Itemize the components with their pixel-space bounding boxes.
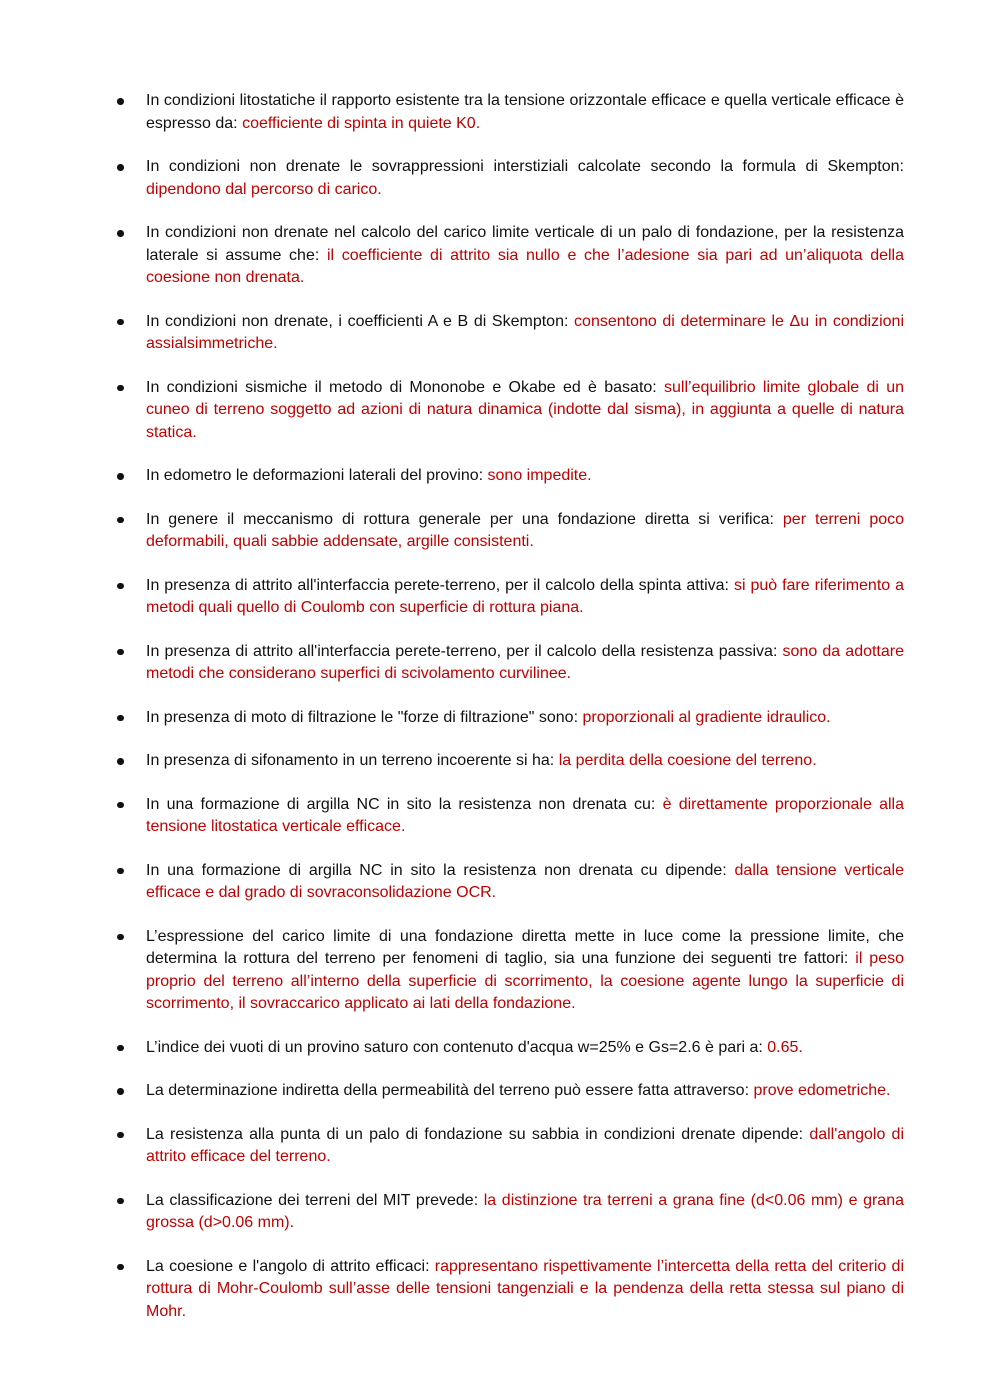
bullet-icon xyxy=(117,385,124,392)
question-text: La classificazione dei terreni del MIT prevede: xyxy=(146,1191,484,1209)
answer-text: coefficiente di spinta in quiete K0. xyxy=(242,114,481,132)
list-item xyxy=(146,1037,904,1060)
bullet-icon xyxy=(117,649,124,656)
list-item xyxy=(146,377,904,445)
bullet-icon xyxy=(117,1264,124,1271)
bullet-icon xyxy=(117,715,124,722)
bullet-icon xyxy=(117,1088,124,1095)
bullet-icon xyxy=(117,473,124,480)
answer-text: sull’equilibrio limite globale di un cuneo di terreno soggetto ad azioni di natura dinamica (indotte dal sisma), in aggiunta a quelle di natura statica. xyxy=(146,378,904,441)
bullet-icon xyxy=(117,98,124,105)
answer-text: il coefficiente di attrito sia nullo e che l’adesione sia pari ad un’aliquota della coesione non drenata. xyxy=(146,246,905,286)
list-item xyxy=(146,156,904,201)
list-item xyxy=(146,926,904,1016)
list-item xyxy=(146,465,904,488)
answer-text: dall'angolo di attrito efficace del terreno. xyxy=(146,1125,904,1165)
bullet-icon xyxy=(117,758,124,765)
answer-text: prove edometriche. xyxy=(753,1082,891,1099)
list-item xyxy=(146,641,904,686)
answer-text: il peso proprio del terreno all’interno della superficie di scorrimento, la coesione agente lungo la superficie di scorrimento, il sovraccarico applicato ai lati della fondazione. xyxy=(146,950,905,1012)
bullet-icon xyxy=(117,164,124,171)
question-text: La determinazione indiretta della permeabilità del terreno può essere fatta attraverso: xyxy=(146,1082,754,1099)
list-item xyxy=(146,707,904,730)
bullet-icon xyxy=(117,230,124,237)
list-item xyxy=(146,1080,904,1103)
answer-text: sono da adottare metodi che considerano superfici di scivolamento curvilinee. xyxy=(146,642,905,682)
answer-text: la distinzione tra terreni a grana fine (d<0.06 mm) e grana grossa (d>0.06 mm). xyxy=(146,1191,904,1231)
bullet-icon xyxy=(117,1132,124,1139)
question-text: In una formazione di argilla NC in sito la resistenza non drenata cu dipende: xyxy=(146,861,735,879)
question-text: In presenza di sifonamento in un terreno incoerente si ha: xyxy=(146,752,559,769)
answer-text: proporzionali al gradiente idraulico. xyxy=(582,708,831,726)
question-text: In edometro le deformazioni laterali del provino: xyxy=(146,467,488,484)
bullet-icon xyxy=(117,868,124,875)
list-item xyxy=(146,794,904,839)
answer-text: si può fare riferimento a metodi quali quello di Coulomb con superficie di rottura piana. xyxy=(146,576,905,616)
bullet-icon xyxy=(117,583,124,590)
bullet-icon xyxy=(117,934,124,941)
answer-text: 0.65. xyxy=(767,1038,803,1056)
question-text: In condizioni non drenate, i coefficienti A e B di Skempton: xyxy=(146,312,575,330)
list-item xyxy=(146,1124,904,1169)
bullet-icon xyxy=(117,319,124,326)
list-item xyxy=(146,311,904,356)
answer-text: la perdita della coesione del terreno. xyxy=(558,752,817,769)
list-item xyxy=(146,750,904,773)
question-text: In presenza di attrito all'interfaccia perete-terreno, per il calcolo della resistenza passiva: xyxy=(146,642,783,660)
answer-text: dalla tensione verticale efficace e dal grado di sovraconsolidazione OCR. xyxy=(146,861,904,901)
question-text: In condizioni litostatiche il rapporto esistente tra la tensione orizzontale efficace e quella verticale efficace è espresso da: xyxy=(146,92,904,132)
question-answer-list xyxy=(146,90,904,1344)
list-item xyxy=(146,860,904,905)
list-item xyxy=(146,509,904,554)
answer-text: sono impedite. xyxy=(487,467,592,484)
question-text: In presenza di moto di filtrazione le "forze di filtrazione" sono: xyxy=(146,708,583,726)
answer-text: consentono di determinare le Δu in condizioni assialsimmetriche. xyxy=(146,312,904,352)
bullet-icon xyxy=(117,802,124,809)
answer-text: è direttamente proporzionale alla tensione litostatica verticale efficace. xyxy=(146,795,905,835)
question-text: In condizioni non drenate le sovrappressioni interstiziali calcolate secondo la formula di Skempton: xyxy=(146,158,904,175)
question-text: L’indice dei vuoti di un provino saturo con contenuto d'acqua w=25% e Gs=2.6 è pari a: xyxy=(146,1038,768,1056)
question-text: In presenza di attrito all'interfaccia perete-terreno, per il calcolo della spinta attiva: xyxy=(146,576,734,594)
list-item xyxy=(146,1190,904,1235)
bullet-icon xyxy=(117,1198,124,1205)
question-text: In condizioni sismiche il metodo di Mononobe e Okabe ed è basato: xyxy=(146,378,665,396)
bullet-icon xyxy=(117,1045,124,1052)
question-text: In genere il meccanismo di rottura generale per una fondazione diretta si verifica: xyxy=(146,510,783,528)
list-item xyxy=(146,1256,904,1324)
question-text: In una formazione di argilla NC in sito la resistenza non drenata cu: xyxy=(146,795,663,813)
list-item xyxy=(146,222,904,290)
answer-text: rappresentano rispettivamente l’intercetta della retta del criterio di rottura di Mohr-Coulomb sull’asse delle tensioni tangenziali e la pendenza della retta stessa sul piano di Mohr. xyxy=(146,1257,904,1320)
question-text: In condizioni non drenate nel calcolo del carico limite verticale di un palo di fondazione, per la resistenza laterale si assume che: xyxy=(146,224,904,264)
list-item xyxy=(146,90,904,135)
list-item xyxy=(146,575,904,620)
question-text: La resistenza alla punta di un palo di fondazione su sabbia in condizioni drenate dipende: xyxy=(146,1125,810,1143)
answer-text: dipendono dal percorso di carico. xyxy=(146,180,382,198)
question-text: La coesione e l'angolo di attrito efficaci: xyxy=(146,1257,435,1275)
bullet-icon xyxy=(117,517,124,524)
answer-text: per terreni poco deformabili, quali sabbie addensate, argille consistenti. xyxy=(146,510,905,550)
question-text: L’espressione del carico limite di una fondazione diretta mette in luce come la pressione limite, che determina la rottura del terreno per fenomeni di taglio, sia una funzione dei seguenti tre fattori: xyxy=(146,927,904,967)
